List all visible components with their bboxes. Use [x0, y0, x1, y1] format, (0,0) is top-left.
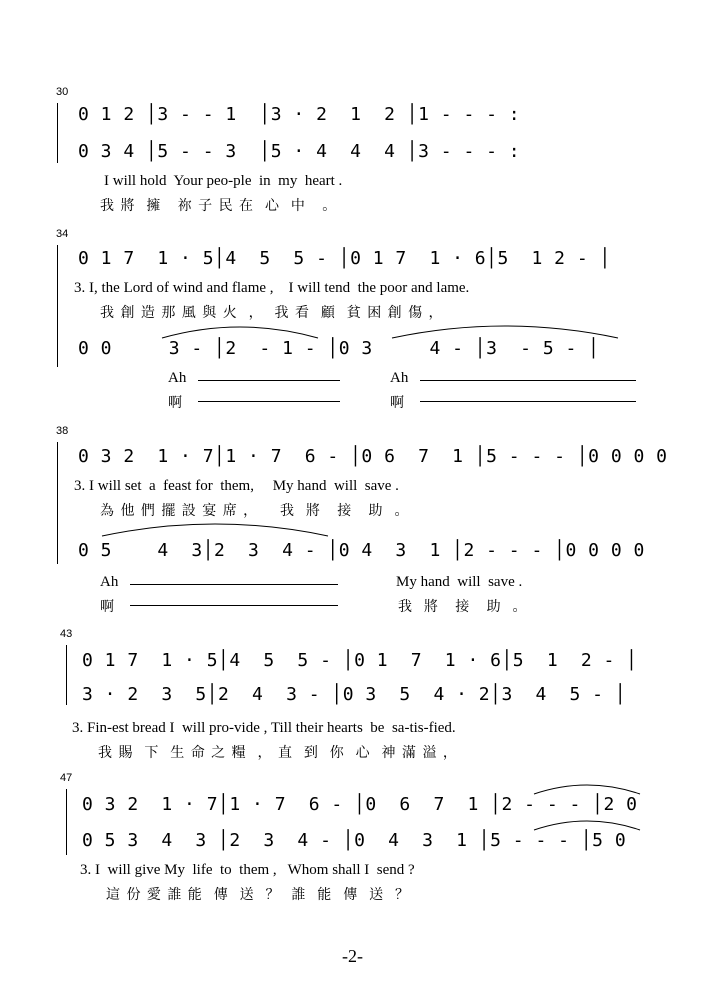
- lyrics-english: 3. Fin-est bread I will pro-vide , Till their hearts be sa-tis-fied.: [72, 720, 456, 736]
- melisma-line: [420, 401, 636, 402]
- measure-number: 34: [56, 228, 69, 240]
- melisma-line: [198, 380, 340, 381]
- measure-number: 30: [56, 86, 69, 98]
- voice1-notes: 0 3 2 1 · 7│1 · 7 6 - │0 6 7 1 │2 - - - │2 0: [82, 794, 638, 815]
- voice1-notes: 0 1 7 1 · 5│4 5 5 - │0 1 7 1 · 6│5 1 2 - │: [78, 248, 611, 269]
- melisma-line: [420, 380, 636, 381]
- voice2-notes: 0 5 3 4 3 │2 3 4 - │0 4 3 1 │5 - - - │5 0: [82, 830, 627, 851]
- ah-chinese: 啊: [168, 395, 183, 411]
- ah-chinese: 啊: [390, 395, 405, 411]
- lyrics-english: 3. I will set a feast for them, My hand will save .: [74, 478, 399, 494]
- tie-slur: [160, 320, 320, 340]
- melisma-line: [198, 401, 340, 402]
- lyrics-chinese: 這 份 愛 誰 能 傳 送 ？ 誰 能 傳 送 ？: [106, 887, 411, 903]
- voice1-notes: 0 1 7 1 · 5│4 5 5 - │0 1 7 1 · 6│5 1 2 - │: [82, 650, 638, 671]
- ah-chinese: 啊: [100, 599, 115, 615]
- page-number: -2-: [342, 946, 363, 966]
- ah-english: Ah: [100, 574, 119, 590]
- lyrics-english: 3. I will give My life to them , Whom shall I send ?: [80, 862, 415, 878]
- system-bracket: [57, 245, 58, 367]
- measure-number: 47: [60, 772, 73, 784]
- melisma-line: [130, 605, 338, 606]
- lyrics-chinese: 我 將 擁 祢 子 民 在 心 中 。: [100, 198, 338, 214]
- lyrics-chinese: 為 他 們 擺 設 宴 席 ， 我 將 接 助 。: [100, 503, 410, 519]
- v2-lyrics-english: My hand will save .: [396, 574, 523, 590]
- measure-number: 43: [60, 628, 73, 640]
- system-bracket: [57, 442, 58, 564]
- measure-number: 38: [56, 425, 69, 437]
- voice2-notes: 0 5 4 3│2 3 4 - │0 4 3 1 │2 - - - │0 0 0 0: [78, 540, 645, 561]
- tie-slur: [100, 518, 330, 538]
- lyrics-english: I will hold Your peo-ple in my heart .: [104, 173, 343, 189]
- system-bracket: [57, 103, 58, 163]
- voice2-notes: 3 · 2 3 5│2 4 3 - │0 3 5 4 · 2│3 4 5 - │: [82, 684, 627, 705]
- ah-english: Ah: [168, 370, 187, 386]
- voice1-notes: 0 3 2 1 · 7│1 · 7 6 - │0 6 7 1 │5 - - - │0 0 0 0: [78, 446, 668, 467]
- melisma-line: [130, 584, 338, 585]
- ah-english: Ah: [390, 370, 409, 386]
- lyrics-chinese: 我 創 造 那 風 與 火 ， 我 看 顧 貧 困 創 傷 ，: [100, 305, 444, 321]
- lyrics-english: 3. I, the Lord of wind and flame , I will tend the poor and lame.: [74, 280, 470, 296]
- tie-slur: [390, 320, 620, 340]
- system-bracket: [66, 789, 67, 855]
- voice2-notes: 0 0 3 - │2 - 1 - │0 3 4 - │3 - 5 - │: [78, 338, 600, 359]
- v2-lyrics-chinese: 我 將 接 助 。: [398, 599, 528, 615]
- voice1-notes: 0 1 2 │3 - - 1 │3 · 2 1 2 │1 - - - :: [78, 104, 521, 125]
- lyrics-chinese: 我 賜 下 生 命 之 糧 ， 直 到 你 心 神 滿 溢 ，: [98, 745, 458, 761]
- voice2-notes: 0 3 4 │5 - - 3 │5 · 4 4 4 │3 - - - :: [78, 141, 521, 162]
- system-bracket: [66, 645, 67, 705]
